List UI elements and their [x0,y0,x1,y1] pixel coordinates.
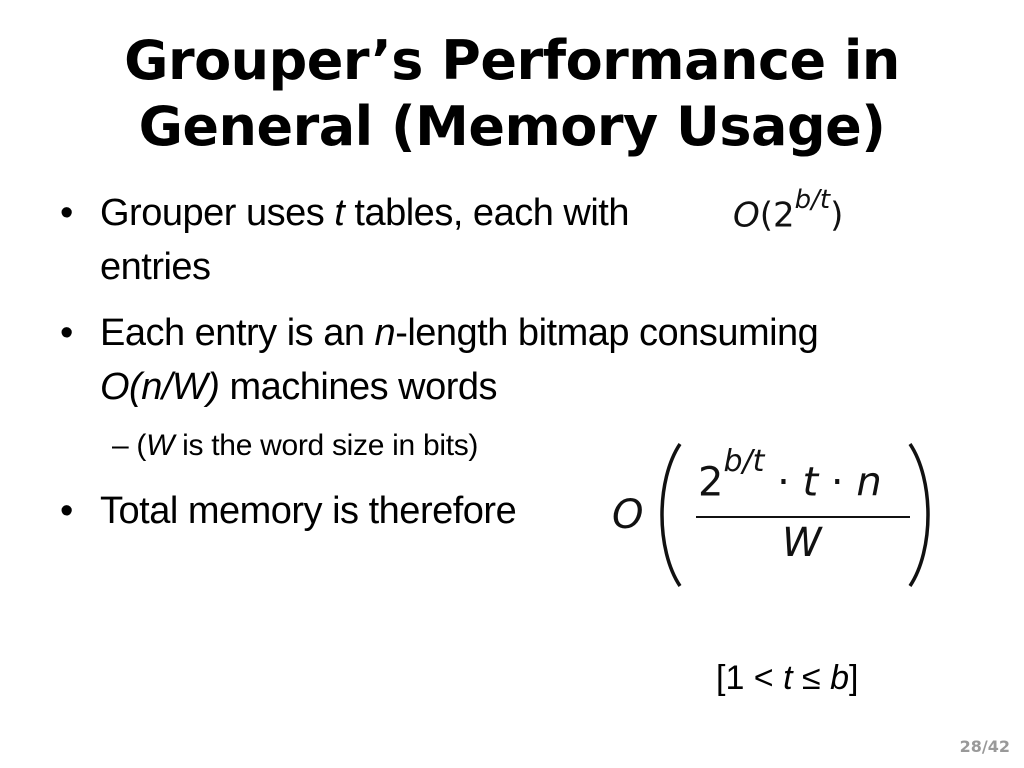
formula-total-memory [612,440,952,590]
bullet-dot: • [60,192,73,234]
big-o-symbol: O [733,195,760,236]
bullet-text: Total memory is therefore [100,490,517,532]
text-run: [1 < [716,659,784,697]
bullet-line-2: entries [100,246,211,288]
variable-w: W [146,429,175,462]
text-run: Each entry is an [100,312,375,354]
base-two: 2 [698,459,724,506]
text-run: -length bitmap consuming [395,312,819,354]
bullet-dot: • [60,312,73,354]
left-paren [654,440,684,590]
variable-n: n [374,312,396,354]
bullet-line-1 [100,186,629,240]
bullet-line-1 [100,306,818,360]
slide-title [0,28,1024,160]
fraction-numerator [698,444,882,506]
formula-open: (2 [759,195,795,236]
text-run: ] [849,659,859,697]
sub-bullet-word-size [112,424,478,468]
bullet-text [100,306,818,414]
text-run: – ( [112,429,147,462]
fraction-denominator: W [782,520,822,566]
dot-operator: · [818,459,857,506]
formula-table-entries [733,186,843,235]
bullet-line-2 [100,360,818,414]
text-run: Grouper uses [100,192,335,234]
variable-t: t [802,459,819,506]
text-run: ≤ [792,659,831,697]
formula-close: ) [830,195,844,236]
title-line-1: Grouper’s Performance in [124,29,900,92]
right-paren [906,440,936,590]
exponent-b-over-t: b/t [723,444,765,479]
title-line-2: General (Memory Usage) [138,95,886,158]
variable-n: n [856,459,882,506]
formula-exponent: b/t [794,185,831,215]
page-number: 28/42 [959,737,1010,756]
variable-t: t [783,659,793,697]
text-run: machines words [219,366,498,408]
variable-b: b [830,659,850,697]
formula-words: O(n/W) [100,366,220,408]
bullet-text [100,186,629,294]
text-run: is the word size in bits) [174,429,479,462]
variable-t: t [334,192,345,234]
bullet-dot: • [60,490,73,532]
text-run: tables, each with [344,192,629,234]
dot-operator: · [764,459,803,506]
constraint-t-range [716,656,859,700]
big-o-symbol: O [612,492,644,538]
fraction-bar [696,516,910,518]
